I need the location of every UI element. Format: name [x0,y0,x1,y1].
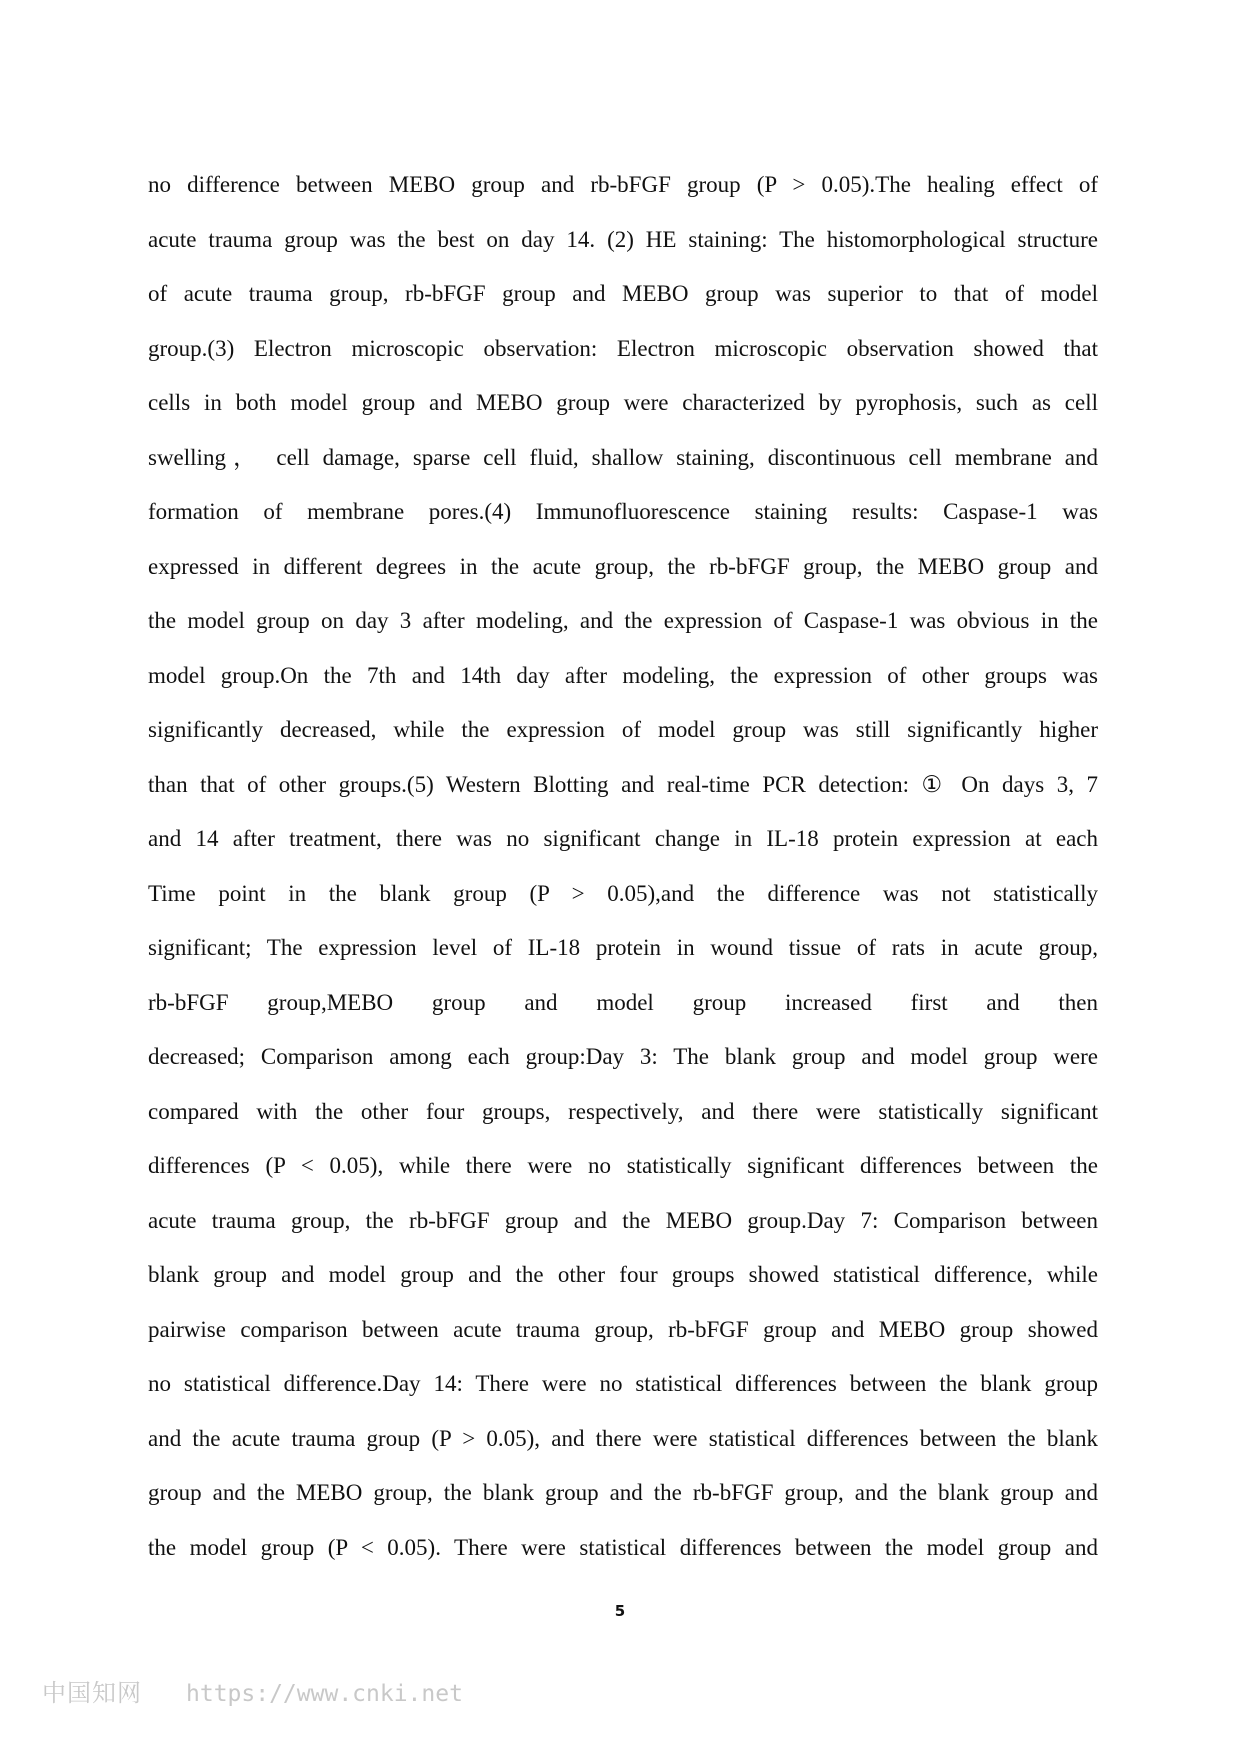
text-line: than that of other groups.(5) Western Blotting and real-time PCR detection: ① On days 3, 7 [148,771,1098,797]
watermark-url: https://www.cnki.net [186,1681,463,1707]
text-line: rb-bFGF group,MEBO group and model group increased first and then [148,989,1098,1015]
text-line: acute trauma group was the best on day 14. (2) HE staining: The histomorphological structure [148,226,1098,252]
watermark-logo-text: 中国知网 [42,1679,142,1707]
text-line: group.(3) Electron microscopic observation: Electron microscopic observation showed that [148,335,1098,361]
text-line: blank group and model group and the other four groups showed statistical difference, while [148,1262,1098,1287]
text-line: of acute trauma group, rb-bFGF group and MEBO group was superior to that of model [148,281,1098,306]
text-line: the model group (P < 0.05). There were statistical differences between the model group and [148,1534,1098,1560]
text-line: and the acute trauma group (P > 0.05), and there were statistical differences between the blank [148,1425,1098,1451]
text-line: Time point in the blank group (P > 0.05),and the difference was not statistically [148,880,1098,906]
text-line: compared with the other four groups, respectively, and there were statistically significant [148,1098,1098,1124]
text-line: differences (P < 0.05), while there were no statistically significant differences between the [148,1153,1098,1178]
text-line: significant; The expression level of IL-18 protein in wound tissue of rats in acute group, [148,935,1098,960]
text-line: decreased; Comparison among each group:Day 3: The blank group and model group were [148,1044,1098,1069]
text-line: group and the MEBO group, the blank group and the rb-bFGF group, and the blank group and [148,1480,1098,1505]
text-line: model group.On the 7th and 14th day after modeling, the expression of other groups was [148,662,1098,688]
text-line: the model group on day 3 after modeling, and the expression of Caspase-1 was obvious in the [148,608,1098,633]
text-line: pairwise comparison between acute trauma group, rb-bFGF group and MEBO group showed [148,1316,1098,1342]
text-line: and 14 after treatment, there was no significant change in IL-18 protein expression at each [148,826,1098,851]
body-paragraph [148,158,1098,1575]
cnki-watermark [42,1673,463,1708]
text-line: formation of membrane pores.(4) Immunofluorescence staining results: Caspase-1 was [148,499,1098,524]
page-number: 5 [614,1602,626,1620]
text-line: swelling， cell damage, sparse cell fluid, shallow staining, discontinuous cell membrane and [148,444,1098,470]
text-line: significantly decreased, while the expression of model group was still significantly higher [148,717,1098,742]
text-line: no statistical difference.Day 14: There were no statistical differences between the blank group [148,1371,1098,1396]
text-line: no difference between MEBO group and rb-bFGF group (P > 0.05).The healing effect of [148,172,1098,197]
text-line: expressed in different degrees in the acute group, the rb-bFGF group, the MEBO group and [148,553,1098,579]
text-line: cells in both model group and MEBO group were characterized by pyrophosis, such as cell [148,390,1098,415]
text-line: acute trauma group, the rb-bFGF group and the MEBO group.Day 7: Comparison between [148,1207,1098,1233]
